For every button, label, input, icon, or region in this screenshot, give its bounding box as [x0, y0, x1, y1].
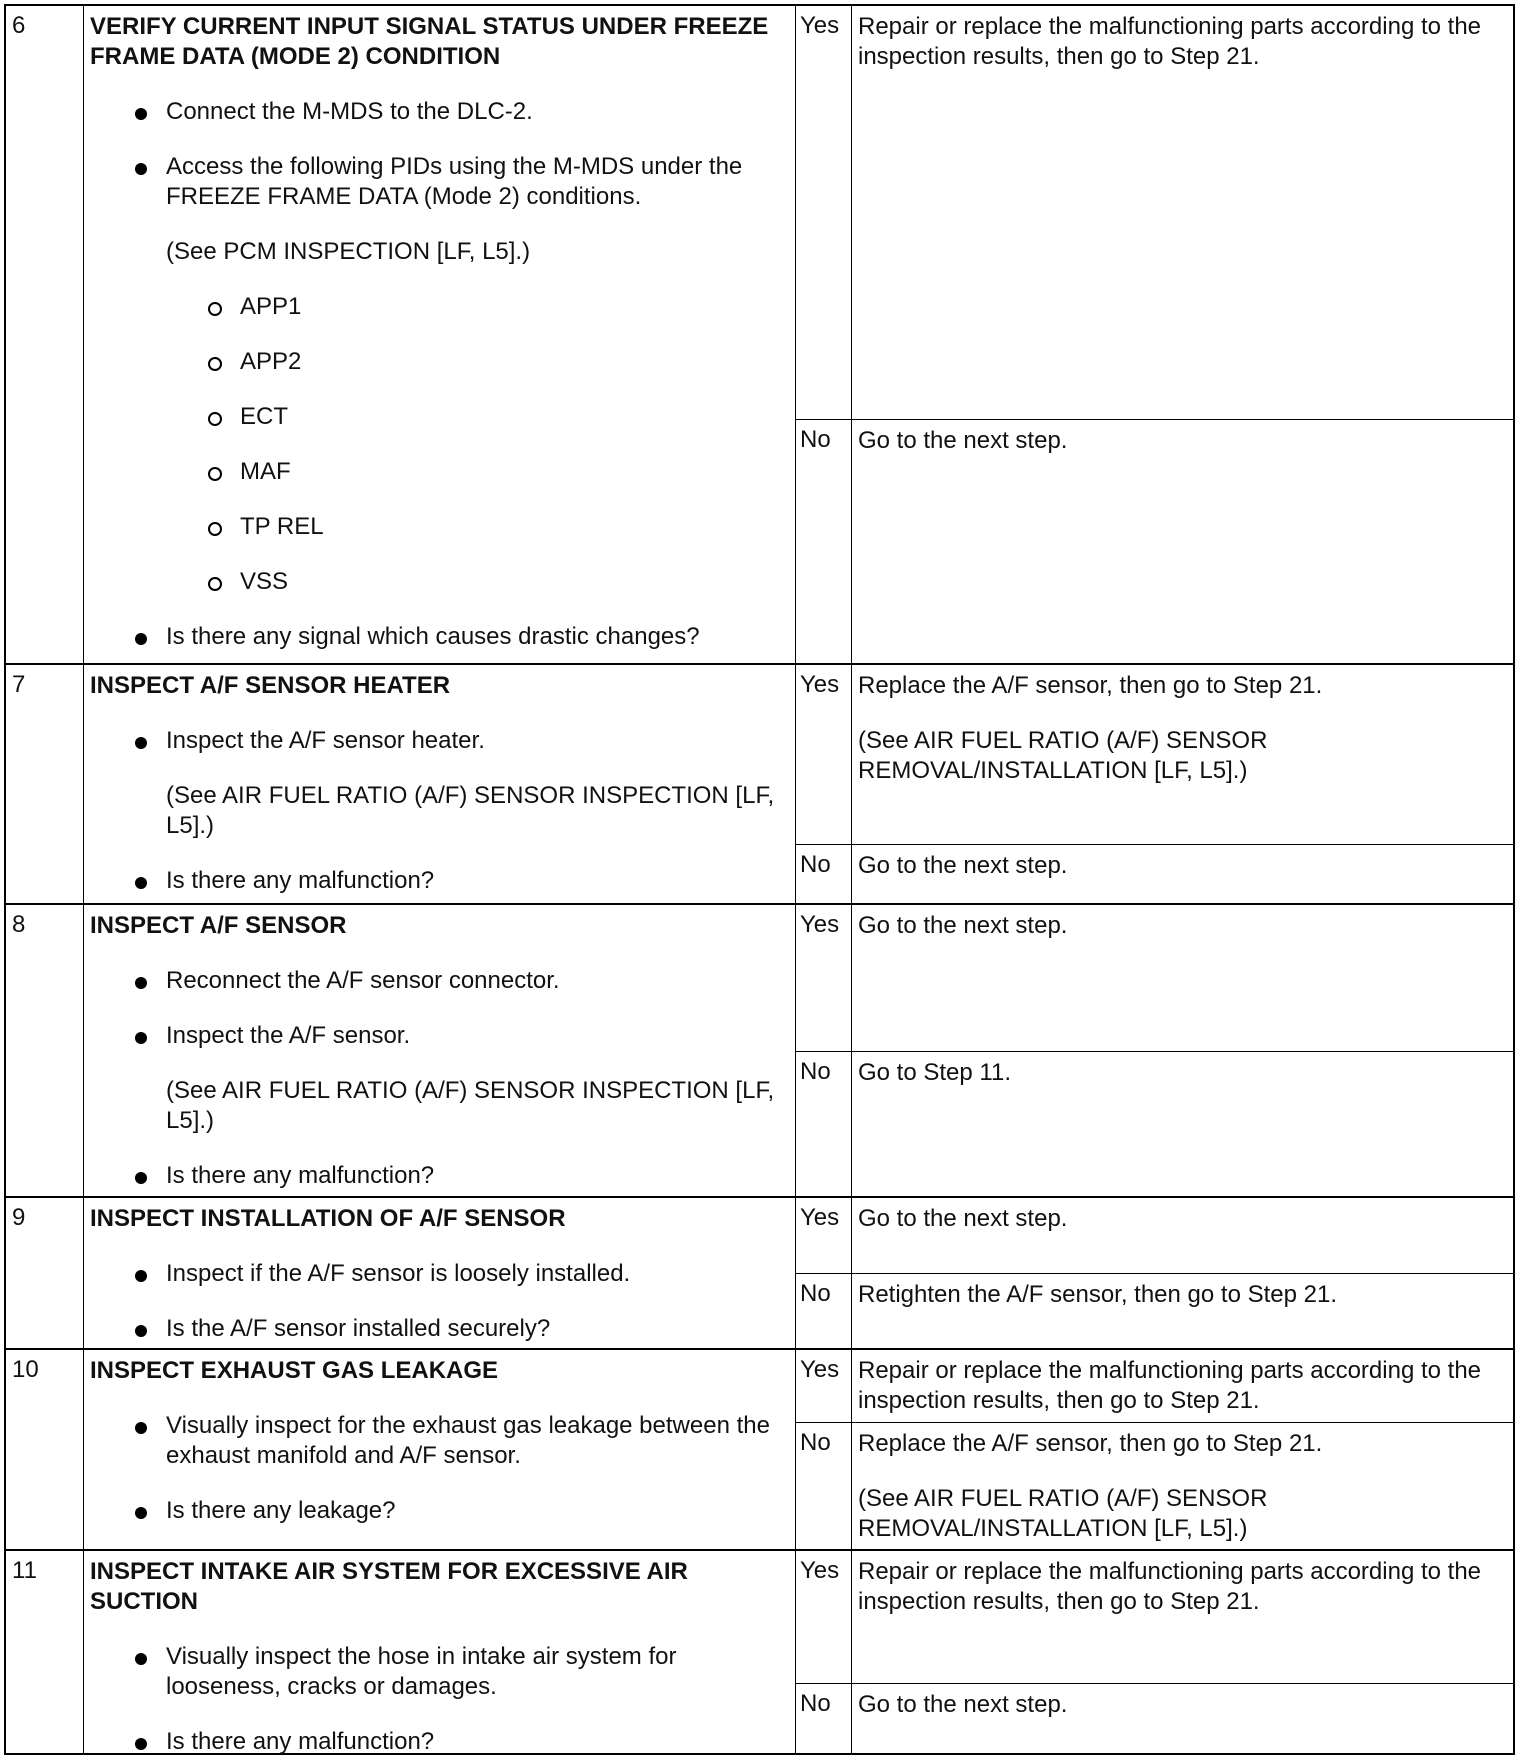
result-text: Repair or replace the malfunctioning parts according to the inspection results, then go to Step 21.	[858, 13, 1482, 70]
no-action	[852, 1684, 1513, 1753]
no-result	[796, 1684, 1513, 1753]
question-item: Is there any malfunction?	[90, 1727, 787, 1757]
pid-item: TP REL	[90, 512, 787, 542]
results-cell	[796, 1350, 1513, 1549]
question-item: Is there any malfunction?	[90, 866, 787, 896]
step-title: INSPECT EXHAUST GAS LEAKAGE	[90, 1357, 499, 1384]
step-number: 10	[6, 1350, 84, 1549]
result-text: Retighten the A/F sensor, then go to Step 21.	[858, 1281, 1337, 1308]
results-cell	[796, 1198, 1513, 1348]
step-number: 9	[6, 1198, 84, 1348]
yes-result	[796, 6, 1513, 420]
action-cell	[84, 1551, 796, 1753]
yes-result	[796, 1198, 1513, 1274]
yes-action	[852, 6, 1513, 419]
results-cell	[796, 905, 1513, 1196]
no-label: No	[796, 1684, 852, 1753]
result-text: Repair or replace the malfunctioning parts according to the inspection results, then go to Step 21.	[858, 1558, 1482, 1615]
yes-label: Yes	[796, 1198, 852, 1273]
bullet-item: Inspect if the A/F sensor is loosely installed.	[90, 1259, 787, 1289]
no-result	[796, 1274, 1513, 1348]
table-row	[6, 665, 1513, 905]
results-cell	[796, 1551, 1513, 1753]
result-text: Replace the A/F sensor, then go to Step 21.	[858, 1430, 1323, 1457]
no-label: No	[796, 420, 852, 663]
pid-item: ECT	[90, 402, 787, 432]
bullet-item: Inspect the A/F sensor heater.	[90, 726, 787, 756]
bullet-item: Inspect the A/F sensor.	[90, 1021, 787, 1051]
result-text: Repair or replace the malfunctioning parts according to the inspection results, then go to Step 21.	[858, 1357, 1482, 1414]
reference-note: (See AIR FUEL RATIO (A/F) SENSOR REMOVAL/INSTALLATION [LF, L5].)	[858, 727, 1268, 784]
no-action	[852, 420, 1513, 663]
table-row	[6, 905, 1513, 1198]
no-label: No	[796, 1423, 852, 1549]
bullet-item: Reconnect the A/F sensor connector.	[90, 966, 787, 996]
yes-action	[852, 1551, 1513, 1683]
no-label: No	[796, 1052, 852, 1196]
yes-label: Yes	[796, 905, 852, 1051]
no-label: No	[796, 845, 852, 903]
no-action	[852, 1052, 1513, 1196]
step-title: VERIFY CURRENT INPUT SIGNAL STATUS UNDER FREEZE FRAME DATA (MODE 2) CONDITION	[90, 13, 769, 70]
step-title: INSPECT INTAKE AIR SYSTEM FOR EXCESSIVE AIR SUCTION	[90, 1558, 688, 1615]
no-result	[796, 845, 1513, 903]
bullet-item: Access the following PIDs using the M-MDS under the FREEZE FRAME DATA (Mode 2) conditions.	[90, 152, 787, 212]
table-row	[6, 6, 1513, 665]
pid-item: MAF	[90, 457, 787, 487]
action-cell	[84, 6, 796, 663]
yes-result	[796, 905, 1513, 1052]
yes-action	[852, 665, 1513, 844]
yes-label: Yes	[796, 1350, 852, 1422]
yes-action	[852, 1198, 1513, 1273]
result-text: Go to the next step.	[858, 1205, 1068, 1232]
step-title: INSPECT A/F SENSOR	[90, 912, 347, 939]
action-cell	[84, 1350, 796, 1549]
result-text: Go to the next step.	[858, 912, 1068, 939]
result-text: Go to the next step.	[858, 1691, 1068, 1718]
no-result	[796, 1052, 1513, 1196]
yes-result	[796, 1551, 1513, 1684]
pid-item: APP2	[90, 347, 787, 377]
no-result	[796, 420, 1513, 663]
no-action	[852, 1423, 1513, 1549]
result-text: Go to the next step.	[858, 427, 1068, 454]
question-item: Is there any malfunction?	[90, 1161, 787, 1191]
action-cell	[84, 665, 796, 903]
step-number: 6	[6, 6, 84, 663]
action-cell	[84, 905, 796, 1196]
yes-label: Yes	[796, 665, 852, 844]
table-row	[6, 1551, 1513, 1753]
question-item: Is there any leakage?	[90, 1496, 787, 1526]
yes-result	[796, 665, 1513, 845]
step-title: INSPECT A/F SENSOR HEATER	[90, 672, 451, 699]
bullet-item: Connect the M-MDS to the DLC-2.	[90, 97, 787, 127]
result-text: Replace the A/F sensor, then go to Step 21.	[858, 672, 1323, 699]
table-row	[6, 1198, 1513, 1350]
reference-note: (See PCM INSPECTION [LF, L5].)	[166, 238, 531, 265]
bullet-item: Visually inspect for the exhaust gas leakage between the exhaust manifold and A/F sensor.	[90, 1411, 787, 1471]
step-number: 11	[6, 1551, 84, 1753]
yes-label: Yes	[796, 6, 852, 419]
reference-note: (See AIR FUEL RATIO (A/F) SENSOR REMOVAL/INSTALLATION [LF, L5].)	[858, 1485, 1268, 1542]
pid-item: APP1	[90, 292, 787, 322]
no-action	[852, 845, 1513, 903]
yes-action	[852, 905, 1513, 1051]
bullet-item: Visually inspect the hose in intake air system for looseness, cracks or damages.	[90, 1642, 787, 1702]
table-row	[6, 1350, 1513, 1551]
pid-item: VSS	[90, 567, 787, 597]
step-title: INSPECT INSTALLATION OF A/F SENSOR	[90, 1205, 566, 1232]
no-label: No	[796, 1274, 852, 1348]
step-number: 7	[6, 665, 84, 903]
yes-action	[852, 1350, 1513, 1422]
step-number: 8	[6, 905, 84, 1196]
yes-result	[796, 1350, 1513, 1423]
result-text: Go to Step 11.	[858, 1059, 1011, 1086]
question-item: Is there any signal which causes drastic changes?	[90, 622, 787, 652]
no-result	[796, 1423, 1513, 1549]
action-cell	[84, 1198, 796, 1348]
reference-note: (See AIR FUEL RATIO (A/F) SENSOR INSPECTION [LF, L5].)	[166, 1077, 775, 1134]
results-cell	[796, 6, 1513, 663]
diagnostic-procedure-table	[4, 4, 1515, 1755]
results-cell	[796, 665, 1513, 903]
question-item: Is the A/F sensor installed securely?	[90, 1314, 787, 1344]
result-text: Go to the next step.	[858, 852, 1068, 879]
reference-note: (See AIR FUEL RATIO (A/F) SENSOR INSPECTION [LF, L5].)	[166, 782, 775, 839]
yes-label: Yes	[796, 1551, 852, 1683]
no-action	[852, 1274, 1513, 1348]
